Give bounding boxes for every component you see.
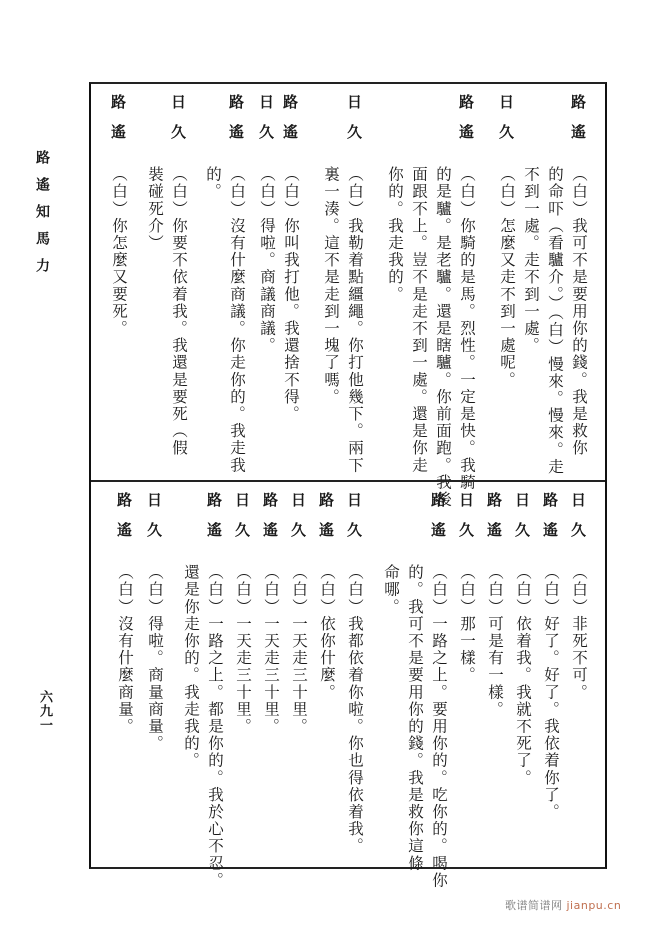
dialogue-line: （白）你騎的是馬。烈性。一定是快。我騎 bbox=[458, 166, 476, 491]
speaker-label: 路遙 bbox=[457, 94, 475, 154]
dialogue-line: （白）你怎麼又要死。 bbox=[110, 166, 128, 337]
dialogue-line: （白）好了。好了。我依着你了。 bbox=[542, 564, 560, 821]
dialogue-line: （白）一天走三十里。 bbox=[234, 564, 252, 735]
speaker-label: 路遙 bbox=[569, 94, 587, 154]
dialogue-line: 面跟不上。豈不是走不到一處。還是你走 bbox=[410, 166, 428, 474]
speaker-label: 路遙 bbox=[541, 492, 559, 552]
dialogue-line: （白）我可不是要用你的錢。我是救你 bbox=[570, 166, 588, 457]
dialogue-line: 的。 bbox=[204, 166, 222, 201]
dialogue-line: （白）得啦。商議商議。 bbox=[258, 166, 276, 355]
dialogue-line: 還是你走你的。我走我的。 bbox=[182, 564, 200, 770]
watermark-site-name: 歌谱简谱网 bbox=[505, 899, 563, 912]
dialogue-line: 的。我可不是要用你的錢。我是救你這條 bbox=[406, 564, 424, 872]
dialogue-line: 裝碰死介） bbox=[146, 166, 164, 252]
dialogue-line: （白）非死不可。 bbox=[570, 564, 588, 701]
speaker-label: 日久 bbox=[345, 94, 363, 154]
dialogue-line: 的是驢。是老驢。還是瞎驢。你前面跑。我後 bbox=[434, 166, 452, 508]
speaker-label: 日久 bbox=[569, 492, 587, 552]
dialogue-line: （白）我勒着點繮繩。你打他幾下。兩下 bbox=[346, 166, 364, 474]
watermark-url: jianpu.cn bbox=[566, 899, 622, 912]
dialogue-line: （白）沒有什麼商議。你走你的。我走我 bbox=[228, 166, 246, 474]
speaker-label: 路遙 bbox=[109, 94, 127, 154]
speaker-label: 路遙 bbox=[429, 492, 447, 552]
dialogue-line: 你的。我走我的。 bbox=[386, 166, 404, 303]
speaker-label: 路遙 bbox=[115, 492, 133, 552]
side-title: 路遙知馬力 bbox=[34, 150, 50, 285]
dialogue-line: （白）可是有一樣。 bbox=[486, 564, 504, 718]
speaker-label: 路遙 bbox=[281, 94, 299, 154]
script-frame bbox=[89, 82, 607, 889]
dialogue-line: （白）一路之上。要用你的。吃你的。喝你 bbox=[430, 564, 448, 889]
dialogue-line: （白）一天走三十里。 bbox=[262, 564, 280, 735]
dialogue-line: （白）依你什麼。 bbox=[318, 564, 336, 701]
bottom-panel bbox=[91, 482, 605, 889]
speaker-label: 日久 bbox=[513, 492, 531, 552]
page-number: 六九一 bbox=[37, 690, 52, 732]
speaker-label: 路遙 bbox=[261, 492, 279, 552]
dialogue-line: （白）那一樣。 bbox=[458, 564, 476, 684]
top-panel bbox=[91, 84, 605, 508]
dialogue-line: 的命吓（看驢介。）（白）慢來。慢來。走 bbox=[546, 166, 564, 476]
speaker-label: 路遙 bbox=[485, 492, 503, 552]
speaker-label: 日久 bbox=[257, 94, 275, 154]
dialogue-line: 裏一湊。這不是走到一塊了嗎。 bbox=[322, 166, 340, 406]
dialogue-line: （白）你叫我打他。我還捨不得。 bbox=[282, 166, 300, 423]
dialogue-line: 命哪。 bbox=[382, 564, 400, 616]
dialogue-line: （白）一路之上。都是你的。我於心不忍。 bbox=[206, 564, 224, 889]
speaker-label: 路遙 bbox=[205, 492, 223, 552]
speaker-label: 日久 bbox=[145, 492, 163, 552]
watermark bbox=[505, 897, 621, 913]
speaker-label: 路遙 bbox=[227, 94, 245, 154]
dialogue-line: （白）沒有什麼商量。 bbox=[116, 564, 134, 735]
speaker-label: 日久 bbox=[169, 94, 187, 154]
dialogue-line: （白）依着我。我就不死了。 bbox=[514, 564, 532, 787]
speaker-label: 日久 bbox=[497, 94, 515, 154]
dialogue-line: 不到一處。走不到一處。 bbox=[522, 166, 540, 355]
speaker-label: 日久 bbox=[233, 492, 251, 552]
speaker-label: 日久 bbox=[457, 492, 475, 552]
speaker-label: 日久 bbox=[289, 492, 307, 552]
dialogue-line: （白）你要不依着我。我還是要死（假 bbox=[170, 166, 188, 457]
speaker-label: 日久 bbox=[345, 492, 363, 552]
dialogue-line: （白）一天走三十里。 bbox=[290, 564, 308, 735]
dialogue-line: （白）我都依着你啦。你也得依着我。 bbox=[346, 564, 364, 855]
speaker-label: 路遙 bbox=[317, 492, 335, 552]
dialogue-line: （白）得啦。商量商量。 bbox=[146, 564, 164, 753]
dialogue-line: （白）怎麼又走不到一處呢。 bbox=[498, 166, 516, 389]
